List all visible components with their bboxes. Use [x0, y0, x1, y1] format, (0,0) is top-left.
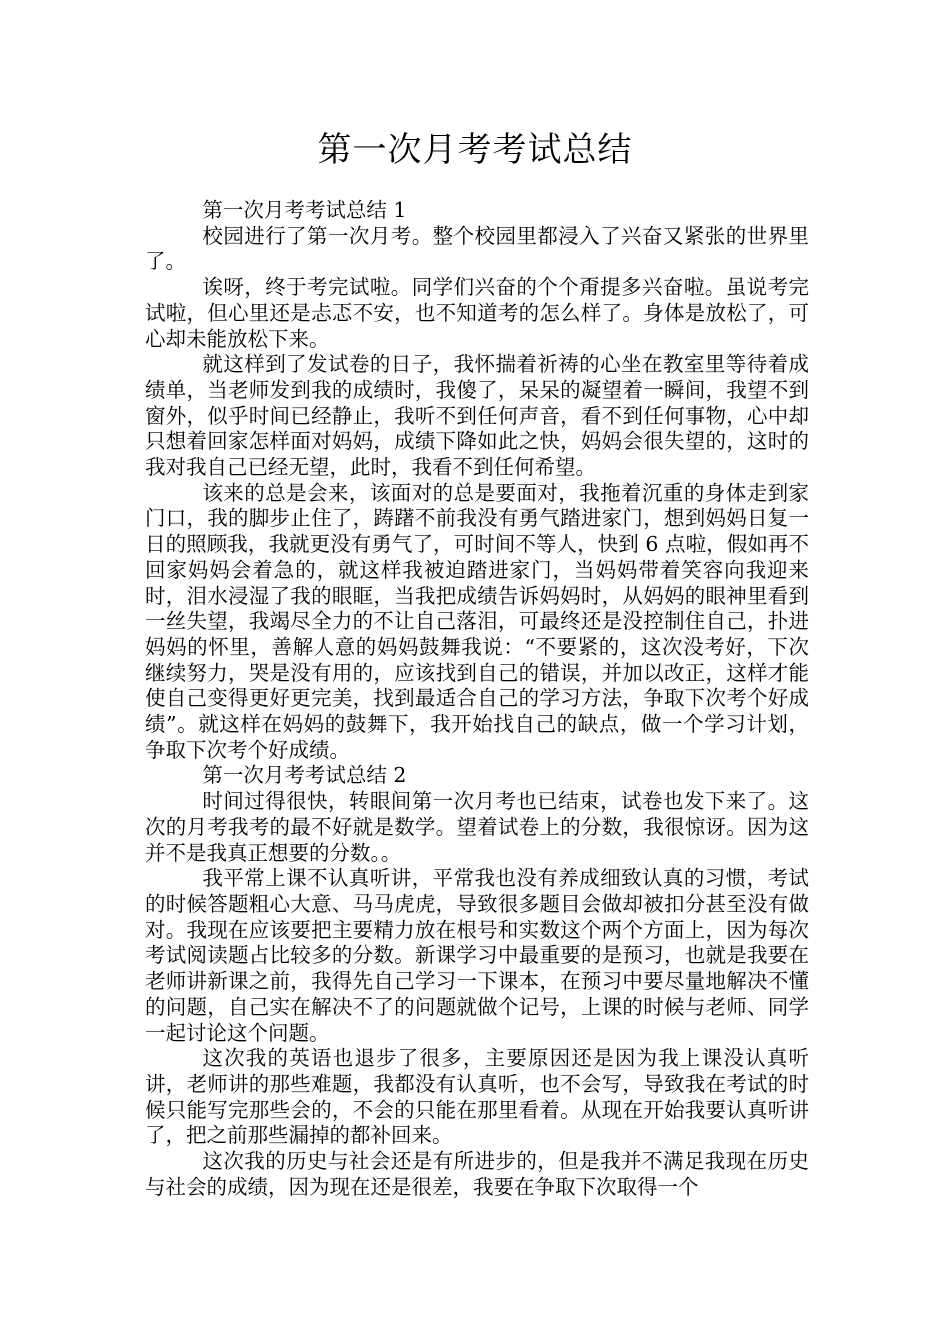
- paragraph: 该来的总是会来，该面对的总是要面对，我拖着沉重的身体走到家门口，我的脚步止住了，踌躇不前我没有勇气踏进家门，想到妈妈日复一日的照顾我，我就更没有勇气了，可时间不等人，快到 6 点啦，假如再不回家妈妈会着急的，就这样我被迫踏进家门，当妈妈带着笑容向我迎来时，泪水浸湿了我的眼眶，当我把成绩告诉妈妈时，从妈妈的眼神里看到一丝失望，我竭尽全力的不让自己落泪，可最终还是没控制住自己，扑进妈妈的怀里，善解人意的妈妈鼓舞我说：“不要紧的，这次没考好，下次继续努力，哭是没有用的，应该找到自己的错误，并加以改正，这样才能使自己变得更好更完美，找到最适合自己的学习方法，争取下次考个好成绩”。就这样在妈妈的鼓舞下，我开始找自己的缺点，做一个学习计划，争取下次考个好成绩。: [145, 480, 809, 762]
- section-heading: 第一次月考考试总结 1: [202, 198, 407, 222]
- paragraph: 我平常上课不认真听讲，平常我也没有养成细致认真的习惯，考试的时候答题粗心大意、马马虎虎，导致很多题目会做却被扣分甚至没有做对。我现在应该要把主要精力放在根号和实数这个两个方面上，因为每次考试阅读题占比较多的分数。新课学习中最重要的是预习，也就是我要在老师讲新课之前，我得先自己学习一下课本，在预习中要尽量地解决不懂的问题，自己实在解决不了的问题就做个记号，上课的时候与老师、同学一起讨论这个问题。: [145, 866, 809, 1045]
- paragraph: 校园进行了第一次月考。整个校园里都浸入了兴奋又紧张的世界里了。: [145, 223, 809, 274]
- section-heading: 第一次月考考试总结 2: [202, 763, 407, 788]
- paragraph: 诶呀，终于考完试啦。同学们兴奋的个个甭提多兴奋啦。虽说考完试啦，但心里还是忐忑不安，也不知道考的怎么样了。身体是放松了，可心却未能放松下来。: [145, 275, 809, 351]
- paragraph: 这次我的历史与社会还是有所进步的，但是我并不满足我现在历史与社会的成绩，因为现在还是很差，我要在争取下次取得一个: [145, 1149, 809, 1199]
- paragraph: 这次我的英语也退步了很多，主要原因还是因为我上课没认真听讲，老师讲的那些难题，我都没有认真听，也不会写，导致我在考试的时候只能写完那些会的，不会的只能在那里看着。从现在开始我要认真听讲了，把之前那些漏掉的都补回来。: [145, 1046, 809, 1148]
- document-body: [145, 198, 809, 1200]
- document-title: 第一次月考考试总结: [317, 130, 633, 170]
- paragraph: 时间过得很快，转眼间第一次月考也已结束，试卷也发下来了。这次的月考我考的最不好就是数学。望着试卷上的分数，我很惊讶。因为这并不是我真正想要的分数。。: [145, 789, 809, 865]
- paragraph: 就这样到了发试卷的日子，我怀揣着祈祷的心坐在教室里等待着成绩单，当老师发到我的成绩时，我傻了，呆呆的凝望着一瞬间，我望不到窗外，似乎时间已经静止，我听不到任何声音，看不到任何事物，心中却只想着回家怎样面对妈妈，成绩下降如此之快，妈妈会很失望的，这时的我对我自己已经无望，此时，我看不到任何希望。: [145, 352, 809, 480]
